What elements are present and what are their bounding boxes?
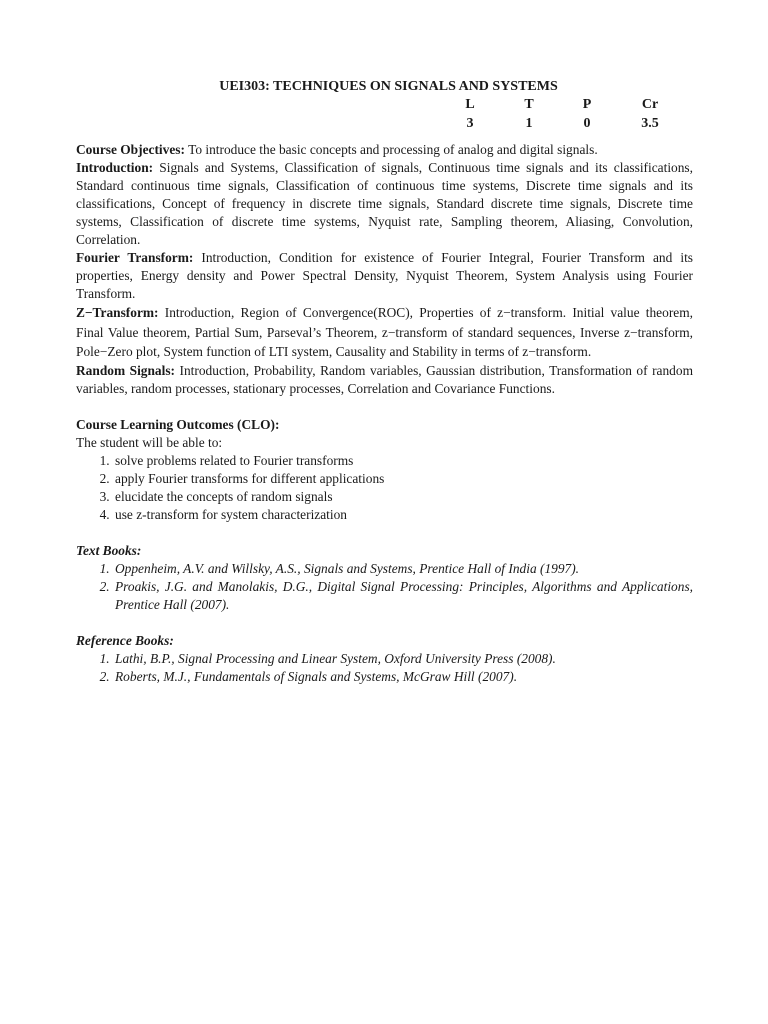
introduction-label: Introduction: [76,160,154,175]
fourier-section [76,249,693,303]
ltp-value-p: 0 [583,116,591,131]
ztransform-label: Z−Transform: [76,305,159,320]
clo-section [76,416,693,524]
course-objectives-label: Course Objectives: [76,142,185,157]
clo-item: 4. use z-transform for system characterization [113,506,693,524]
clo-item: 2. apply Fourier transforms for different applications [113,470,693,488]
introduction-text: Signals and Systems, Classification of signals, Continuous time signals and its classifications, Standard continuous time signals, Classification of continuous time systems, Discrete time signals and its classifications, Concept of frequency in discrete time signals, Standard discrete time signals, Discrete time systems, Classification of discrete time systems, Nyquist rate, Sampling theorem, Aliasing, Convolution, Correlation. [76,160,693,247]
text-books-section [76,542,693,614]
random-signals-label: Random Signals: [76,362,176,378]
course-objectives-text: To introduce the basic concepts and processing of analog and digital signals. [184,142,598,157]
fourier-text: Introduction, Condition for existence of Fourier Integral, Fourier Transform and its properties, Energy density and Power Spectral Density, Nyquist Theorem, System Analysis using Fourier Transform. [76,250,694,301]
ltp-header-l: L [465,97,475,112]
ltp-credit-table [76,96,693,134]
clo-item: 3. elucidate the concepts of random signals [113,488,693,506]
reference-books-list [76,650,693,686]
random-signals-section [76,362,693,398]
text-books-list [76,560,693,614]
introduction-section [76,159,693,249]
ltp-header-cr: Cr [641,97,659,112]
text-books-heading: Text Books: [76,542,142,558]
reference-books-section [76,632,693,686]
ltp-value-l: 3 [466,116,474,131]
ztransform-text: Introduction, Region of Convergence(ROC), Properties of z−transform. Initial value theorem, Final Value theorem, Partial Sum, Parseval’s Theorem, z−transform of standard sequences, Inverse z−transform, Pole−Zero plot, System function of LTI system, Causality and Stability in terms of z−transform. [76,305,693,359]
reference-book-item: 2. Roberts, M.J., Fundamentals of Signals and Systems, McGraw Hill (2007). [113,668,693,686]
ltp-header-p: P [582,97,592,112]
course-objectives [76,141,693,159]
ztransform-section [76,303,693,362]
reference-book-item: 1. Lathi, B.P., Signal Processing and Linear System, Oxford University Press (2008). [113,650,693,668]
reference-books-heading: Reference Books: [76,632,174,648]
ltp-header-t: T [524,97,534,112]
clo-list [76,452,693,524]
course-title: UEI303: TECHNIQUES ON SIGNALS AND SYSTEMS [219,79,558,94]
ltp-value-t: 1 [525,116,533,131]
fourier-label: Fourier Transform: [76,250,194,265]
random-signals-text: Introduction, Probability, Random variables, Gaussian distribution, Transformation of random variables, random processes, stationary processes, Correlation and Covariance Functions. [76,362,693,396]
clo-heading: Course Learning Outcomes (CLO): [76,416,280,432]
syllabus-page [76,78,693,686]
clo-item: 1. solve problems related to Fourier transforms [113,452,693,470]
text-book-item: 2. Proakis, J.G. and Manolakis, D.G., Digital Signal Processing: Principles, Algorithms and Applications, Prentice Hall (2007). [113,578,693,614]
clo-intro: The student will be able to: [76,434,223,450]
text-book-item: 1. Oppenheim, A.V. and Willsky, A.S., Signals and Systems, Prentice Hall of India (1997). [113,560,693,578]
ltp-value-cr: 3.5 [641,116,659,131]
